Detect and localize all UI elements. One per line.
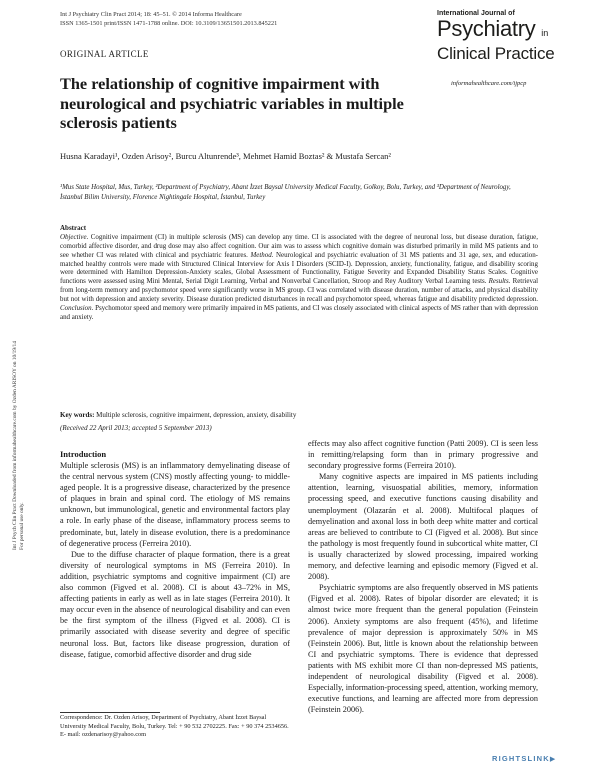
watermark-line-2: For personal use only. — [19, 502, 25, 550]
paragraph: Due to the diffuse character of plaque formation, there is a great diversity of neurological symptoms in MS (Ferreira 2010). In addition, psychiatric symptoms and cognitive impairment (CI) are also common (Figved et al. 2008). CI is about 43–72% in MS, affecting patients in early as well as in late stages (Ferreira 2010). It may occur even in the absence of neurological disability and can even be the first symptom of the illness (Figved et al. 2008). CI is primarily associated with disease severity and degree of specific neuronal loss. But, factors like disease progression, duration of disease, fatigue, comorbid affective disorder and drug side — [60, 549, 290, 659]
keywords-list: Multiple sclerosis, cognitive impairment, depression, anxiety, disability — [94, 411, 297, 419]
footnote-divider — [60, 712, 160, 713]
journal-citation: Int J Psychiatry Clin Pract 2014; 18: 45–51. © 2014 Informa Healthcare — [60, 11, 242, 18]
received-dates: (Received 22 April 2013; accepted 5 September 2013) — [60, 424, 212, 432]
abstract-results-label: Results. — [488, 277, 511, 286]
rightslink-logo[interactable] — [492, 748, 555, 766]
article-title: The relationship of cognitive impairment with neurological and psychiatric variables in multiple sclerosis patients — [60, 74, 404, 132]
watermark-line-1: Int J Psych Clin Pract Downloaded from informahealthcare.com by Ozden ARISOY on 10/19/14 — [12, 341, 18, 550]
logo-line-1: International Journal of — [437, 10, 515, 17]
article-type-label: ORIGINAL ARTICLE — [60, 49, 149, 59]
correspondence-note: Correspondence: Dr. Ozden Arisoy, Department of Psychiatry, Abant İzzet Baysal University Medical Faculty, Bolu, Turkey. Tel: + 90 532 2702225. Fax: + 90 374 2534656. E- mail: ozdenarisoy@yahoo.com — [60, 714, 289, 738]
abstract-body — [60, 233, 538, 321]
journal-url[interactable]: informahealthcare.com/ijpcp — [451, 80, 527, 87]
logo-psychiatry: Psychiatry — [437, 16, 536, 41]
paragraph: effects may also affect cognitive function (Patti 2009). CI is seen less in remitting/relapsing form than in primary progressive and secondary progressive forms (Ferreira 2010). — [308, 439, 538, 471]
author-affiliations: ¹Mus State Hospital, Mus, Turkey, ²Department of Psychiatry, Abant İzzet Baysal University Medical Faculty, Golkoy, Bolu, Turkey, and ³Department of Neurology, İstanbul Bilim University, Florence Nightingale Hospital, İstanbul, Turkey — [60, 184, 511, 201]
abstract-method-label: Method. — [250, 250, 274, 259]
introduction-heading: Introduction — [60, 449, 107, 459]
abstract-objective: Cognitive impairment (CI) in multiple sclerosis (MS) can develop any time. CI is associated with the degree of neuronal loss, but disease duration, fatigue, comorbid affective disorder, and drug dose may also affect cognition. Our aim was to assess which cognitive domain was disturbed primarily in mild MS patients and to see whether CI was related with clinical and psychiatric features. — [60, 233, 538, 259]
paragraph: Multiple sclerosis (MS) is an inflammatory demyelinating disease of the central nervous system (CNS) mostly affecting young- to middle-aged people. It is a progressive disease, characterized by the presence of plaques in brain and spinal cord. The etiology of MS remains unknown, but immunological, genetic and environmental factors play a role. In early phase of the disease, inflammatory process seems to predominate, but, lately in disease evolution, there is a predominance of degenerative process (Ferreira 2010). — [60, 461, 290, 548]
keywords-label: Key words: — [60, 411, 95, 419]
abstract-heading: Abstract — [60, 224, 87, 232]
journal-logo — [437, 10, 577, 63]
journal-issn-doi: ISSN 1365-1501 print/ISSN 1471-1788 online. DOI: 10.3109/13651501.2013.845221 — [60, 20, 278, 27]
logo-line-2 — [437, 18, 577, 44]
abstract-conclusion: Psychomotor speed and memory were primarily impaired in MS patients, and CI was closely associated with clinical aspects of MS rather than with depression and anxiety. — [60, 303, 538, 321]
download-watermark — [12, 230, 24, 550]
body-column-right — [308, 438, 538, 715]
author-list: Husna Karadayi¹, Ozden Arisoy², Burcu Altunrende³, Mehmet Hamid Boztas² & Mustafa Sercan² — [60, 151, 391, 161]
keywords — [60, 411, 538, 420]
logo-line-3: Clinical Practice — [437, 44, 555, 63]
rightslink-text: RIGHTSLINK — [492, 754, 550, 763]
abstract-method: Neurological and psychiatric evaluation of 31 MS patients and 31 age, sex, and education-matched healthy controls were made with Structured Clinical Interview for Axis I Disorders (SCID-I). Depression, anxiety, functionality, fatigue, and disability scoring were determined with Hamilton Depression-Anxiety scales, Global Assessment of Functionality, Fatigue Severity and Expanded Disability Status Scales. Cognitive functions were assessed using Mini Mental, Serial Digit Learning, Verbal and Nonverbal Cancellation, Stroop and Rey Auditory Verbal Learning tests. — [60, 250, 538, 286]
abstract-objective-label: Objective. — [60, 233, 89, 241]
body-column-left — [60, 449, 290, 660]
journal-reference — [60, 10, 420, 28]
abstract-conclusion-label: Conclusion. — [60, 303, 94, 312]
rightslink-arrow-icon: ▶ — [549, 756, 556, 763]
abstract-results: Retrieval from long-term memory and psychomotor speed were significantly worse in MS group. CI was correlated with disease duration, number of attacks, and physical disability but not with depression and anxiety severity. Disease duration predicted disturbances in recall and psychomotor speed, whereas fatigue and disability predicted depression. — [60, 277, 538, 303]
paragraph: Psychiatric symptoms are also frequently observed in MS patients (Figved et al. 2008). Rates of bipolar disorder are elevated; it is almost twice more frequent than the general population (Feinstein 2006). Anxiety symptoms are also frequent (45%), and lifetime prevalence of major depression is approximately 50% in MS (Feinstein 2006). But, little is known about the relationship between CI and psychiatric symptoms. There is evidence that depressed patients with MS exhibit more CI than non-depressed MS patients, independent of neurological disability (Figved et al. 2008). Especially, information-processing speed, attention, working memory, executive functions, and learning are affected more from depression (Feinstein 2006). — [308, 583, 538, 715]
logo-in: in — [541, 28, 549, 38]
paragraph: Many cognitive aspects are impaired in MS patients including attention, learning, visuospatial abilities, memory, information processing speed, and executive functions causing disability and unemployment (Olazarán et al. 2008). Multifocal plaques of demyelination and axonal loss in both deep white matter and cortical areas are believed to contribute to CI (Figved et al. 2008). But since the pathology is most frequently found in subcortical white matter, CI is usually characterized by slowed processing, impaired working memory, and defective learning and episodic memory (Figved et al. 2008). — [308, 472, 538, 582]
